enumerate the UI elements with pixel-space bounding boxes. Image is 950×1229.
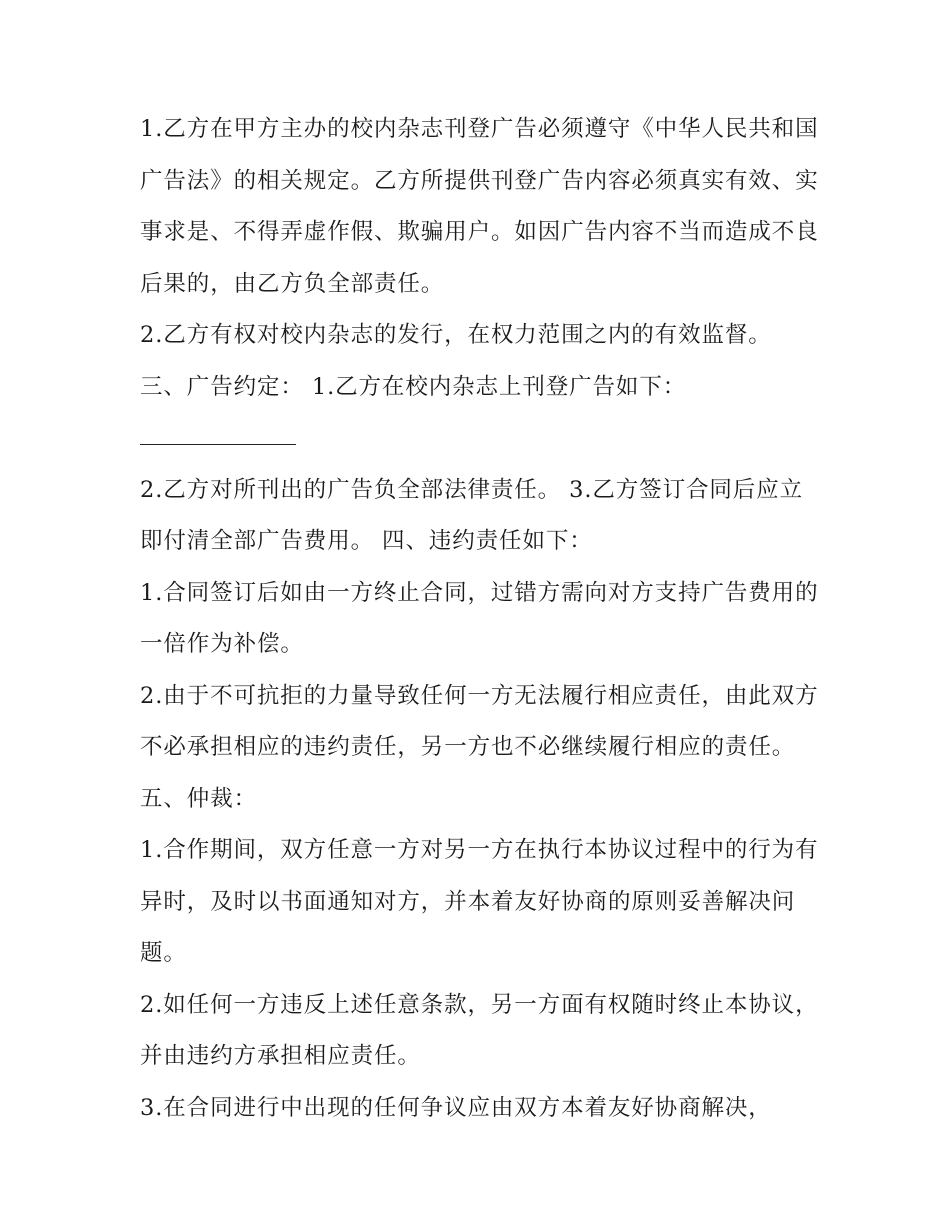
paragraph-ad-law-compliance: 1.乙方在甲方主办的校内杂志刊登广告必须遵守《中华人民共和国广告法》的相关规定。乙方所提供刊登广告内容必须真实有效、实事求是、不得弄虚作假、欺骗用户。如因广告内容不当而造成不良后果的，由乙方负全部责任。 — [140, 116, 819, 297]
paragraph-legal-responsibility: 2.乙方对所刊出的广告负全部法律责任。 3.乙方签订合同后应立即付清全部广告费用。 四、违约责任如下： — [140, 476, 803, 554]
fill-in-blank-line — [140, 413, 296, 465]
paragraph-force-majeure: 2.由于不可抗拒的力量导致任何一方无法履行相应责任，由此双方不必承担相应的违约责任，另一方也不必继续履行相应的责任。 五、仲裁： — [140, 682, 819, 812]
paragraph-breach-termination: 2.如任何一方违反上述任意条款，另一方面有权随时终止本协议，并由违约方承担相应责任。 — [140, 991, 819, 1069]
document-page — [140, 104, 820, 1134]
paragraph-supervision-right: 2.乙方有权对校内杂志的发行，在权力范围之内的有效监督。 — [140, 322, 772, 348]
paragraph-dispute-resolution: 3.在合同进行中出现的任何争议应由双方本着友好协商解决， — [140, 1094, 772, 1121]
paragraph-termination-compensation: 1.合同签订后如由一方终止合同，过错方需向对方支持广告费用的一倍作为补偿。 — [140, 579, 819, 657]
paragraph-dispute-notice: 1.合作期间，双方任意一方对另一方在执行本协议过程中的行为有异时，及时以书面通知对方，并本着友好协商的原则妥善解决问题。 — [140, 837, 819, 966]
paragraph-ad-agreement: 三、广告约定： 1.乙方在校内杂志上刊登广告如下： — [140, 373, 687, 400]
